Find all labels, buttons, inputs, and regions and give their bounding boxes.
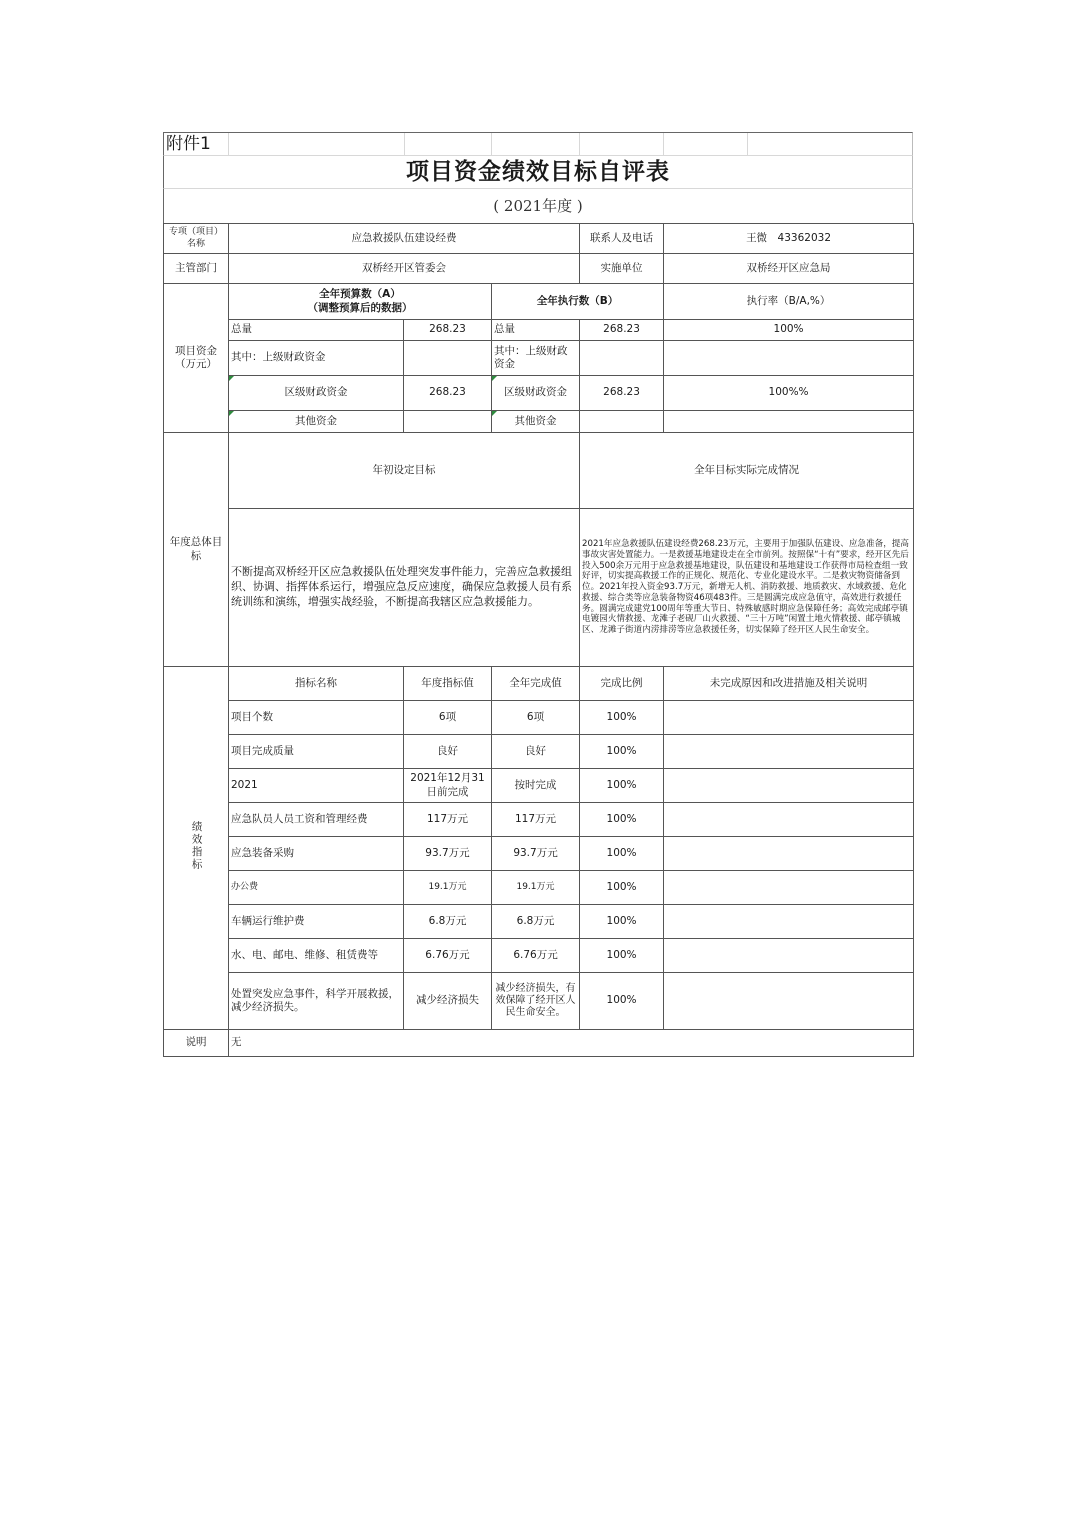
kpi-name: 项目完成质量 [229,735,404,769]
kpi-row [164,905,914,939]
kpi-row [164,871,914,905]
goals-content-row [164,509,914,667]
kpi-reason [664,803,914,837]
kpi-reason [664,905,914,939]
kpi-row [164,735,914,769]
goals-actual-text: 2021年应急救援队伍建设经费268.23万元，主要用于加强队伍建设、应急准备，提高事故灾害处置能力。一是救援基地建设走在全市前列。按照保“十有”要求，经开区先后投入500余万元用于应急救援基地建设，队伍建设和基地建设工作获得市局检查组一致好评，切实提高救援工作的正规化、规范化、专业化建设水平。二是救灾物资储备到位。2021年投入资金93.7万元，新增无人机、消防救援、地质救灾、水域救援、危化救援、综合类等应急装备物资46项483件。三是圆满完成应急值守，高效进行救援任务。圆满完成建党100周年等重大节日、特殊敏感时期应急保障任务；高效完成邮亭镇电镀园火情救援、龙滩子老砚厂山火救援、“三十万吨”闲置土地火情救援、邮亭镇城区、龙滩子街道内涝排涝等应急救援任务，切实保障了经开区人民生命安全。 [580,509,914,667]
kpi-target: 良好 [404,735,492,769]
kpi-row [164,973,914,1030]
kpi-header-row [164,667,914,701]
kpi-name: 应急装备采购 [229,837,404,871]
kpi-target: 2021年12月31日前完成 [404,769,492,803]
funds-label-b: 总量 [492,320,580,341]
kpi-ratio: 100% [580,973,664,1030]
annex-label-row [163,132,913,155]
funds-label-b: 其中：上级财政资金 [492,341,580,376]
kpi-actual: 按时完成 [492,769,580,803]
kpi-actual: 6.8万元 [492,905,580,939]
goals-header-row [164,433,914,509]
kpi-actual: 良好 [492,735,580,769]
funds-value-b [580,411,664,433]
funds-label-b: 区级财政资金 [492,376,580,411]
kpi-target: 93.7万元 [404,837,492,871]
funds-rate: 100% [664,320,914,341]
kpi-name: 办公费 [229,871,404,905]
kpi-reason [664,939,914,973]
project-name-row [164,224,914,254]
funds-rate [664,411,914,433]
funds-value-b: 268.23 [580,376,664,411]
grid-line [747,133,748,155]
funds-rate: 100%% [664,376,914,411]
funds-header-row [164,284,914,320]
kpi-ratio: 100% [580,735,664,769]
kpi-ratio: 100% [580,905,664,939]
funds-row [164,411,914,433]
kpi-header-actual: 全年完成值 [492,667,580,701]
grid-line [404,133,405,155]
kpi-header-name: 指标名称 [229,667,404,701]
goals-actual-header: 全年目标实际完成情况 [580,433,914,509]
annex-label: 附件1 [166,134,211,154]
funds-section-label: 项目资金（万元） [164,284,229,433]
kpi-reason [664,769,914,803]
dept-value: 双桥经开区管委会 [229,254,580,284]
kpi-ratio: 100% [580,871,664,905]
kpi-reason [664,837,914,871]
kpi-actual: 19.1万元 [492,871,580,905]
kpi-section-label [164,667,229,1030]
kpi-row [164,701,914,735]
kpi-reason [664,871,914,905]
funds-label-a: 其他资金 [229,411,404,433]
grid-line [663,133,664,155]
goals-section-label: 年度总体目标 [164,433,229,667]
funds-label-b: 其他资金 [492,411,580,433]
impl-label: 实施单位 [580,254,664,284]
dept-row [164,254,914,284]
kpi-reason [664,973,914,1030]
contact-label: 联系人及电话 [580,224,664,254]
evaluation-form [163,132,913,1057]
kpi-header-reason: 未完成原因和改进措施及相关说明 [664,667,914,701]
form-year: ( 2021年度 ) [163,188,913,223]
funds-rate [664,341,914,376]
project-name-label: 专项（项目）名称 [164,224,229,254]
rate-header: 执行率（B/A,%） [664,284,914,320]
grid-line [491,133,492,155]
kpi-ratio: 100% [580,701,664,735]
note-label: 说明 [164,1030,229,1057]
contact-value: 王微 43362032 [664,224,914,254]
budget-header [229,284,492,320]
kpi-ratio: 100% [580,803,664,837]
kpi-header-ratio: 完成比例 [580,667,664,701]
funds-value-a: 268.23 [404,320,492,341]
kpi-actual: 减少经济损失，有效保障了经开区人民生命安全。 [492,973,580,1030]
funds-value-b: 268.23 [580,320,664,341]
kpi-actual: 117万元 [492,803,580,837]
funds-label-a: 区级财政资金 [229,376,404,411]
form-title: 项目资金绩效目标自评表 [163,155,913,188]
kpi-name: 水、电、邮电、维修、租赁费等 [229,939,404,973]
funds-value-a [404,411,492,433]
exec-header: 全年执行数（B） [492,284,664,320]
dept-label: 主管部门 [164,254,229,284]
kpi-actual: 93.7万元 [492,837,580,871]
kpi-row [164,803,914,837]
kpi-reason [664,701,914,735]
funds-value-b [580,341,664,376]
kpi-name: 应急队员人员工资和管理经费 [229,803,404,837]
grid-line [228,133,229,155]
kpi-actual: 6项 [492,701,580,735]
kpi-header-target: 年度指标值 [404,667,492,701]
project-name-value: 应急救援队伍建设经费 [229,224,580,254]
kpi-reason [664,735,914,769]
kpi-target: 6.76万元 [404,939,492,973]
impl-value: 双桥经开区应急局 [664,254,914,284]
kpi-section-label-text: 绩效指标 [190,820,203,871]
kpi-name: 处置突发应急事件，科学开展救援，减少经济损失。 [229,973,404,1030]
kpi-row [164,837,914,871]
kpi-actual: 6.76万元 [492,939,580,973]
note-value: 无 [229,1030,914,1057]
kpi-target: 6.8万元 [404,905,492,939]
kpi-ratio: 100% [580,769,664,803]
kpi-name: 项目个数 [229,701,404,735]
budget-header-sub: （调整预算后的数据） [307,301,413,314]
kpi-name: 车辆运行维护费 [229,905,404,939]
funds-value-a [404,341,492,376]
kpi-target: 减少经济损失 [404,973,492,1030]
kpi-name: 2021 [229,769,404,803]
kpi-row [164,769,914,803]
goals-planned-header: 年初设定目标 [229,433,580,509]
main-table [163,223,914,1057]
kpi-target: 117万元 [404,803,492,837]
funds-label-a: 总量 [229,320,404,341]
funds-row [164,341,914,376]
budget-header-main: 全年预算数（A） [319,288,401,301]
note-row [164,1030,914,1057]
funds-value-a: 268.23 [404,376,492,411]
grid-line [579,133,580,155]
goals-planned-text: 不断提高双桥经开区应急救援队伍处理突发事件能力，完善应急救援组织、协调、指挥体系运行，增强应急反应速度，确保应急救援人员有系统训练和演练，增强实战经验，不断提高我辖区应急救援能力。 [229,509,580,667]
kpi-ratio: 100% [580,837,664,871]
kpi-row [164,939,914,973]
kpi-target: 6项 [404,701,492,735]
kpi-ratio: 100% [580,939,664,973]
funds-row [164,376,914,411]
funds-label-a: 其中：上级财政资金 [229,341,404,376]
funds-row [164,320,914,341]
kpi-target: 19.1万元 [404,871,492,905]
